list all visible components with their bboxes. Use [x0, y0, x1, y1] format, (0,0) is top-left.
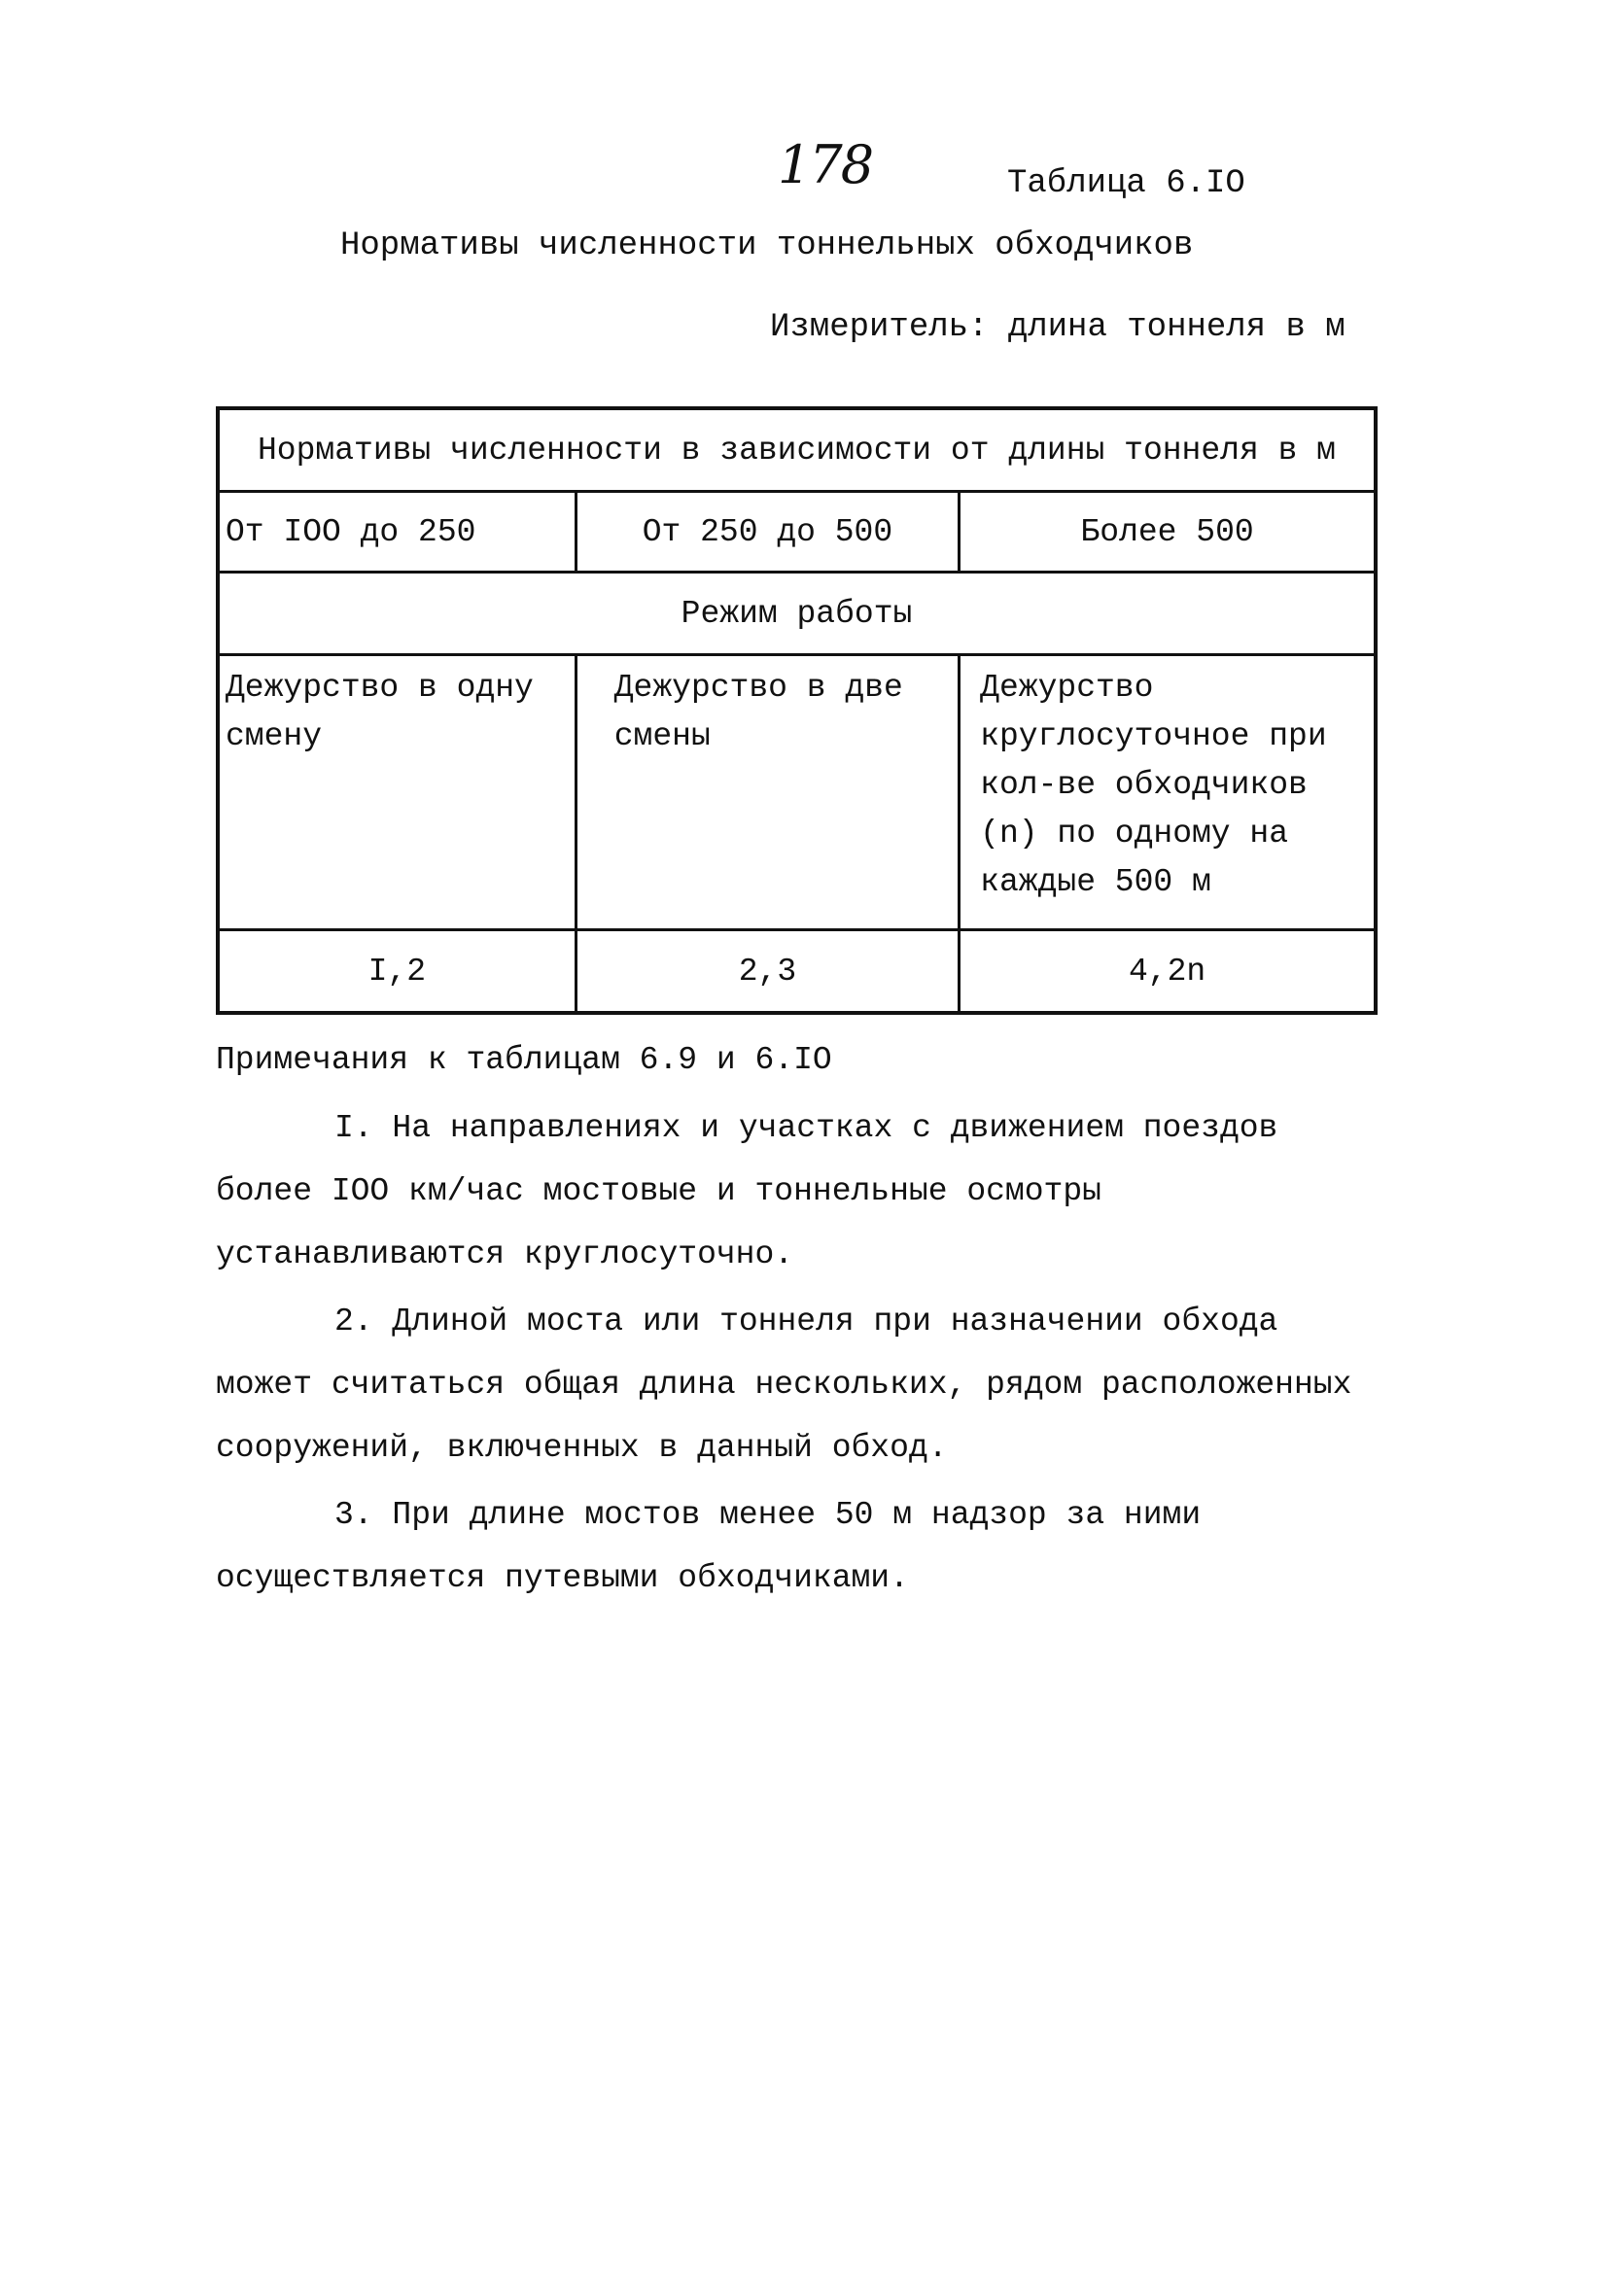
duty-cell-1: Дежурство в одну смену [218, 655, 576, 930]
duty-cell-2: Дежурство в две смены [576, 655, 959, 930]
value-cell-1: I,2 [218, 930, 576, 1014]
table-main-header: Нормативы численности в зависимости от длины тоннеля в м [218, 408, 1376, 492]
measure-unit: Измеритель: длина тоннеля в м [770, 309, 1345, 346]
norms-table [216, 406, 1378, 1015]
table-header-row [218, 408, 1376, 492]
note-item: 2. Длиной моста или тоннеля при назначении обхода может считаться общая длина нескольких, рядом расположенных сооружений, включенных в данный обход. [216, 1304, 1352, 1466]
mode-header-row [218, 573, 1376, 655]
length-range-row [218, 492, 1376, 573]
range-cell-3: Более 500 [960, 492, 1376, 573]
table-title: Нормативы численности тоннельных обходчиков [340, 227, 1194, 264]
duty-row [218, 655, 1376, 930]
values-row [218, 930, 1376, 1014]
mode-header: Режим работы [218, 573, 1376, 655]
range-cell-1: От IOO до 250 [218, 492, 576, 573]
value-cell-3: 4,2n [960, 930, 1376, 1014]
table-label: Таблица 6.IO [1007, 165, 1245, 202]
value-cell-2: 2,3 [576, 930, 959, 1014]
page-number: 178 [778, 134, 873, 195]
range-cell-2: От 250 до 500 [576, 492, 959, 573]
note-item: 3. При длине мостов менее 50 м надзор за ними осуществляется путевыми обходчиками. [216, 1497, 1202, 1596]
note-item: I. На направлениях и участках с движением поездов более IOO км/час мостовые и тоннельные осмотры устанавливаются круглосуточно. [216, 1110, 1278, 1272]
duty-cell-3: Дежурство круглосуточное при кол-ве обходчиков (n) по одному на каждые 500 м [960, 655, 1376, 930]
notes-list [216, 1096, 1378, 1614]
notes-heading: Примечания к таблицам 6.9 и 6.IO [216, 1042, 832, 1078]
